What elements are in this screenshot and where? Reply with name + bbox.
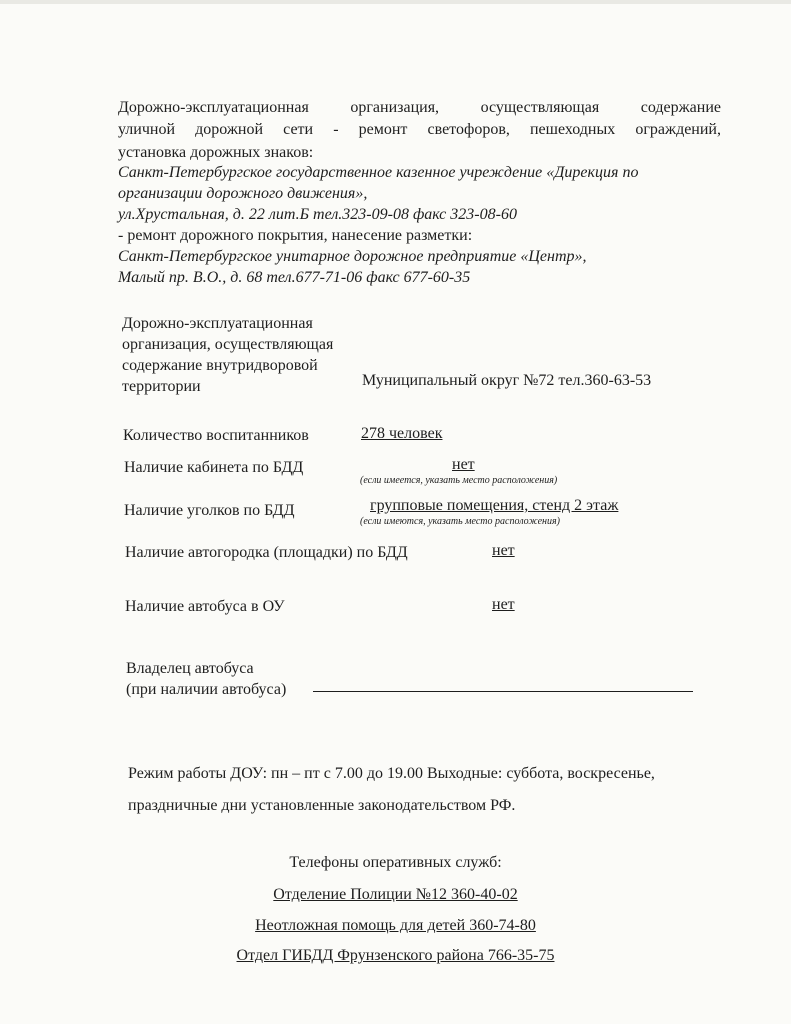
- cabinet-note: (если имеется, указать место расположения): [360, 475, 558, 486]
- road-org-line-2: уличной дорожной сети - ремонт светофоров, пешеходных ограждений,: [118, 121, 721, 138]
- corners-note: (если имеются, указать место расположения): [360, 516, 560, 527]
- schedule-line-2: праздничные дни установленные законодательством РФ.: [128, 797, 516, 814]
- gibdd-phone: Отдел ГИБДД Фрунзенского района 766-35-75: [236, 947, 555, 964]
- bus-owner-label-2: (при наличии автобуса): [126, 681, 287, 698]
- territory-value: Муниципальный округ №72 тел.360-63-53: [362, 372, 652, 389]
- road-org-line-4: Санкт-Петербургское государственное казенное учреждение «Дирекция по: [118, 164, 639, 181]
- corners-value: групповые помещения, стенд 2 этаж: [370, 497, 619, 514]
- road-org-line-6: ул.Хрустальная, д. 22 лит.Б тел.323-09-08 факс 323-08-60: [118, 206, 517, 223]
- autotown-label: Наличие автогородка (площадки) по БДД: [125, 544, 408, 561]
- road-org-line-5: организации дорожного движения»,: [118, 185, 368, 202]
- territory-label-line-4: территории: [122, 378, 201, 395]
- pupils-label: Количество воспитанников: [123, 427, 309, 444]
- territory-label-line-1: Дорожно-эксплуатационная: [122, 315, 313, 332]
- road-org-line-9: Малый пр. В.О., д. 68 тел.677-71-06 факс 677-60-35: [118, 269, 471, 286]
- bus-owner-label-1: Владелец автобуса: [126, 660, 254, 677]
- road-org-line-8: Санкт-Петербургское унитарное дорожное предприятие «Центр»,: [118, 248, 587, 265]
- cabinet-value: нет: [452, 456, 475, 473]
- schedule-line-1: Режим работы ДОУ: пн – пт с 7.00 до 19.00 Выходные: суббота, воскресенье,: [128, 765, 655, 782]
- corners-label: Наличие уголков по БДД: [124, 502, 295, 519]
- emergency-phone: Неотложная помощь для детей 360-74-80: [255, 917, 536, 934]
- scan-top-edge: [0, 0, 791, 4]
- pupils-value: 278 человек: [361, 425, 443, 442]
- road-org-line-1: Дорожно-эксплуатационная организация, осуществляющая содержание: [118, 99, 721, 116]
- territory-label-line-3: содержание внутридворовой: [122, 357, 318, 374]
- bus-label: Наличие автобуса в ОУ: [125, 598, 285, 615]
- autotown-value: нет: [492, 542, 515, 559]
- road-org-line-7: - ремонт дорожного покрытия, нанесение разметки:: [118, 227, 473, 244]
- territory-label-line-2: организация, осуществляющая: [122, 336, 334, 353]
- bus-owner-blank-line: [313, 677, 693, 692]
- phones-title: Телефоны оперативных служб:: [289, 854, 502, 871]
- road-org-line-3: установка дорожных знаков:: [118, 144, 314, 161]
- cabinet-label: Наличие кабинета по БДД: [124, 459, 304, 476]
- police-phone: Отделение Полиции №12 360-40-02: [273, 886, 518, 903]
- bus-value: нет: [492, 596, 515, 613]
